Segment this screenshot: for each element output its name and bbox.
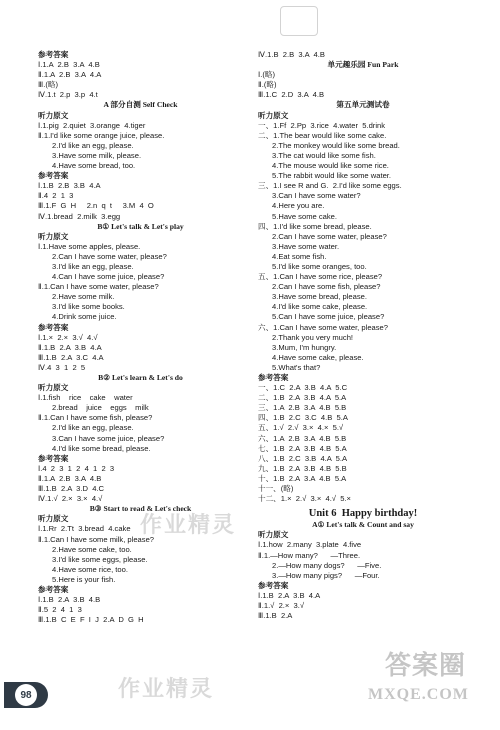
answer-line: 3.Have some milk, please. (52, 150, 142, 160)
answer-line: Ⅳ.1.√ 2.× 3.× 4.√ (38, 494, 103, 504)
answer-line: 5.Have some cake. (272, 211, 337, 221)
page-number-badge (4, 682, 48, 708)
answer-line: 3.I'd like an egg, please. (52, 261, 134, 271)
answer-line: 4.I'd like some cake, please. (272, 302, 368, 312)
answer-line: 5.Here is your fish. (52, 574, 116, 584)
answer-line: Ⅱ.1.B 2.A 3.B 4.A (38, 342, 102, 352)
answer-line: 2.Can I have some water, please? (272, 231, 387, 241)
answer-line: 八、1.B 2.C 3.B 4.A 5.A (258, 453, 348, 463)
answer-line: 3.The cat would like some fish. (272, 150, 376, 160)
answer-line: 3.I'd like some eggs, please. (52, 554, 148, 564)
answer-line: 2.Have some milk. (52, 292, 115, 302)
subsection-label: 听力原文 (258, 110, 289, 120)
subsection-label: 参考答案 (38, 50, 69, 59)
left-column (38, 50, 243, 625)
watermark-url: MXQE.COM (368, 686, 469, 703)
answer-line: 5.The rabbit would like some water. (272, 171, 392, 181)
watermark-text: 作业精灵 (140, 512, 237, 537)
answer-line: Ⅱ.1.Can I have some water, please? (38, 282, 159, 292)
subsection-label: 听力原文 (38, 231, 69, 241)
section-heading: A① Let's talk & Count and say (312, 520, 414, 530)
answer-line: 5.Can I have some juice, please? (272, 312, 385, 322)
answer-line: 3.Can I have some juice, please? (52, 433, 165, 443)
answer-line: Ⅰ.1.B 2.A 3.B 4.A (258, 590, 321, 600)
answer-line: 三、1.A 2.B 3.A 4.B 5.B (258, 403, 347, 413)
answer-line: 十二、1.× 2.√ 3.× 4.√ 5.× (258, 494, 351, 504)
subsection-label: 参考答案 (258, 580, 289, 590)
answer-line: Ⅲ.1.B 2.A 3.C 4.A (38, 352, 104, 362)
answer-line: 4.Have some cake, please. (272, 352, 364, 362)
answer-line: Ⅰ.1.how 2.many 3.plate 4.five (258, 540, 362, 550)
answer-line: Ⅰ.4 2 3 1 2 4 1 2 3 (38, 463, 115, 473)
answer-line: Ⅲ.1.C 2.D 3.A 4.B (258, 90, 325, 100)
answer-line: 十一、(略) (258, 484, 294, 494)
answer-line: Ⅱ.1.I'd like some orange juice, please. (38, 130, 165, 140)
answer-line: Ⅰ.1.pig 2.quiet 3.orange 4.tiger (38, 120, 146, 130)
answer-line: 2.—How many dogs? —Five. (272, 560, 382, 570)
answer-line: 二、1.B 2.A 3.B 4.A 5.A (258, 393, 347, 403)
subsection-label: 参考答案 (38, 322, 69, 332)
answer-line: 4.Here you are. (272, 201, 325, 211)
answer-line: Ⅰ.1.B 2.A 3.B 4.B (38, 595, 101, 605)
answer-line: 九、1.B 2.A 3.B 4.B 5.B (258, 463, 347, 473)
page-number: 98 (15, 684, 37, 706)
answer-line: 4.The mouse would like some rice. (272, 161, 389, 171)
answer-line: 2.Can I have some fish, please? (272, 282, 381, 292)
answer-line: Ⅱ.1.Can I have some milk, please? (38, 534, 155, 544)
section-heading: 单元趣乐园 Fun Park (327, 60, 399, 70)
watermark-logo-text: 答案圈 (385, 651, 467, 680)
answer-line: 2.I'd like an egg, please. (52, 140, 134, 150)
answer-line: 三、1.I see R and G. 2.I'd like some eggs. (258, 181, 402, 191)
answer-line: Ⅳ.4 3 1 2 5 (38, 362, 86, 372)
answer-line: Ⅲ.(略) (38, 80, 58, 90)
answer-line: 3.Have some bread, please. (272, 292, 367, 302)
subsection-label: 听力原文 (38, 383, 69, 393)
answer-line: Ⅰ.1.× 2.× 3.√ 4.√ (38, 332, 98, 342)
subsection-label: 参考答案 (258, 373, 289, 382)
answer-line: Ⅱ.(略) (258, 80, 277, 90)
answer-line: 4.Have some rice, too. (52, 564, 128, 574)
answer-line: Ⅲ.1.B 2.A 3.D 4.C (38, 484, 105, 494)
answer-line: 2.The monkey would like some bread. (272, 140, 400, 150)
answer-line: 四、1.I'd like some bread, please. (258, 221, 372, 231)
answer-line: 五、1.Can I have some rice, please? (258, 272, 383, 282)
subsection-label: 听力原文 (38, 110, 69, 120)
answer-line: 4.I'd like some bread, please. (52, 443, 151, 453)
answer-line: Ⅰ.1.fish rice cake water (38, 393, 133, 403)
watermark-text: 作业精灵 (118, 676, 215, 701)
subsection-label: 听力原文 (38, 514, 69, 524)
section-heading: 第五单元测试卷 (336, 100, 390, 110)
answer-line: Ⅳ.1.B 2.B 3.A 4.B (258, 50, 325, 59)
answer-line: Ⅱ.1.Can I have some fish, please? (38, 413, 153, 423)
answer-line: 4.Eat some fish. (272, 251, 327, 261)
answer-line: 一、1.Ff 2.Pp 3.rice 4.water 5.drink (258, 120, 386, 130)
answer-line: Ⅰ.(略) (258, 70, 276, 80)
answer-line: Ⅳ.1.bread 2.milk 3.egg (38, 211, 121, 221)
answer-line: 5.What's that? (272, 362, 321, 372)
answer-line: 2.I'd like an egg, please. (52, 423, 134, 433)
answer-line: 4.Can I have some juice, please? (52, 272, 165, 282)
answer-line: 3.I'd like some books. (52, 302, 125, 312)
answer-line: Ⅱ.4 2 1 3 (38, 191, 74, 201)
right-column (258, 50, 468, 621)
answer-line: 十、1.B 2.A 3.A 4.B 5.A (258, 473, 347, 483)
answer-line: Ⅰ.1.A 2.B 3.A 4.B (38, 60, 100, 70)
answer-line: 二、1.The bear would like some cake. (258, 130, 387, 140)
answer-line: 七、1.B 2.A 3.B 4.B 5.A (258, 443, 347, 453)
answer-line: 3.Have some water. (272, 241, 340, 251)
answer-line: Ⅲ.1.B 2.A (258, 611, 293, 621)
answer-line: 2.Can I have some water, please? (52, 251, 167, 261)
section-heading: Unit 6 Happy birthday! (308, 508, 418, 520)
answer-line: 3.Can I have some water? (272, 191, 361, 201)
section-heading: A 部分自测 Self Check (103, 100, 178, 110)
section-heading: B② Let's learn & Let's do (98, 373, 183, 382)
subsection-label: 参考答案 (38, 453, 69, 463)
answer-line: 4.Drink some juice. (52, 312, 117, 322)
answer-line: Ⅲ.1.B C E F I J 2.A D G H (38, 615, 144, 625)
watermark-stamp (280, 6, 318, 36)
answer-line: 2.Have some cake, too. (52, 544, 132, 554)
answer-line: Ⅰ.1.Rr 2.Tt 3.bread 4.cake (38, 524, 131, 534)
answer-line: Ⅱ.1.√ 2.× 3.√ (258, 600, 305, 610)
answer-line: 一、1.C 2.A 3.B 4.A 5.C (258, 383, 348, 393)
subsection-label: 参考答案 (38, 584, 69, 594)
answer-line: Ⅰ.1.B 2.B 3.B 4.A (38, 181, 101, 191)
answer-line: 四、1.B 2.C 3.C 4.B 5.A (258, 413, 348, 423)
answer-line: Ⅱ.5 2 4 1 3 (38, 605, 82, 615)
answer-line: 六、1.A 2.B 3.A 4.B 5.B (258, 433, 347, 443)
answer-line: 五、1.√ 2.√ 3.× 4.× 5.√ (258, 423, 344, 433)
answer-line: Ⅲ.1.F G H 2.n q t 3.M 4 O (38, 201, 154, 211)
answer-line: 3.Mum, I'm hungry. (272, 342, 337, 352)
answer-line: Ⅳ.1.t 2.p 3.p 4.t (38, 90, 98, 100)
answer-line: 2.bread juice eggs milk (52, 403, 149, 413)
answer-line: Ⅰ.1.Have some apples, please. (38, 241, 141, 251)
section-heading: B③ Start to read & Let's check (89, 504, 192, 514)
answer-line: 2.Thank you very much! (272, 332, 354, 342)
answer-line: Ⅱ.1.A 2.B 3.A 4.A (38, 70, 102, 80)
subsection-label: 听力原文 (258, 530, 289, 540)
answer-line: 5.I'd like some oranges, too. (272, 261, 367, 271)
answer-line: Ⅱ.1.—How many? —Three. (258, 550, 361, 560)
answer-line: 六、1.Can I have some water, please? (258, 322, 389, 332)
answer-line: 3.—How many pigs? —Four. (272, 570, 380, 580)
section-heading: B① Let's talk & Let's play (97, 221, 184, 231)
answer-line: Ⅱ.1.A 2.B 3.A 4.B (38, 473, 102, 483)
answer-line: 4.Have some bread, too. (52, 161, 136, 171)
subsection-label: 参考答案 (38, 171, 69, 181)
